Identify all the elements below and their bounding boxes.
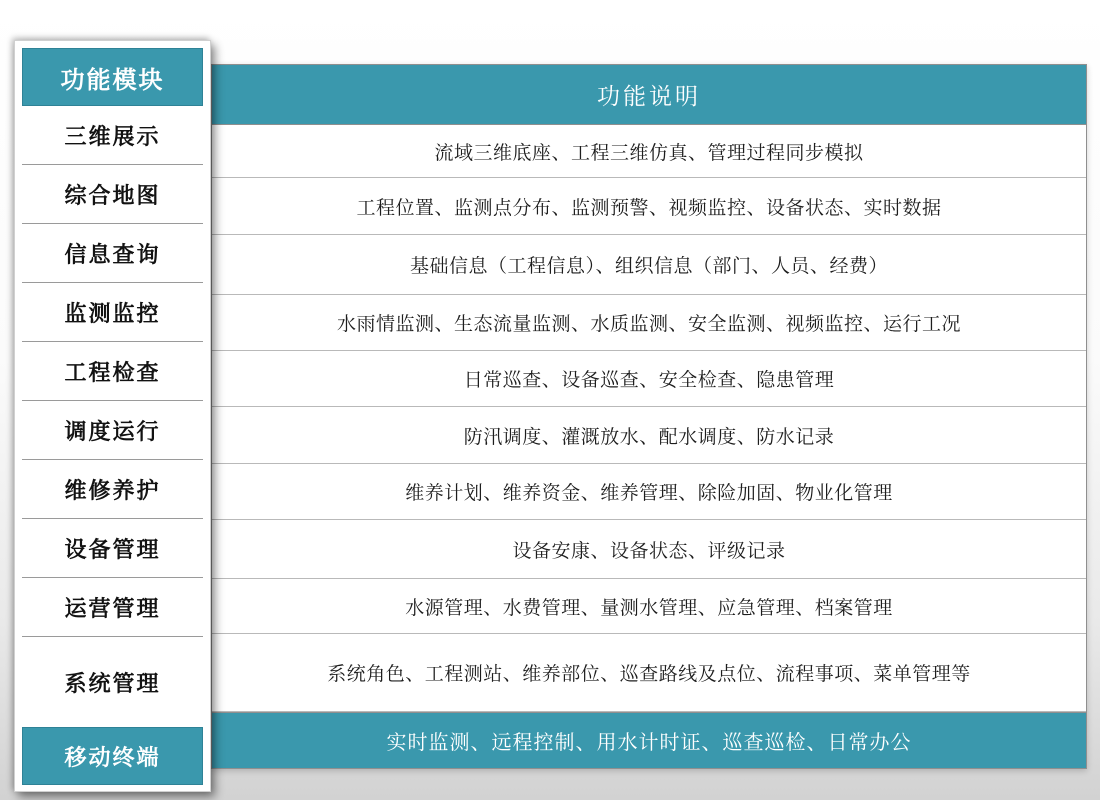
module-item-maintenance: 维修养护 [22,460,203,519]
module-footer-label: 移动终端 [64,745,161,771]
module-item-composite-map: 综合地图 [22,165,203,224]
module-card-header [22,48,203,106]
table-row [212,351,1086,407]
module-item-dispatch-operation: 调度运行 [22,401,203,460]
table-row [212,634,1086,712]
function-description-table [211,64,1087,769]
row-text: 水雨情监测、生态流量监测、水质监测、安全监测、视频监控、运行工况 [336,313,961,335]
module-item-equipment-management: 设备管理 [22,519,203,578]
row-text: 设备安康、设备状态、评级记录 [512,539,786,562]
table-footer-mobile-row [212,712,1086,768]
row-text: 工程位置、监测点分布、监测预警、视频监控、设备状态、实时数据 [356,196,942,219]
module-item-system-management: 系统管理 [64,671,161,697]
module-item-monitoring: 监测监控 [22,283,203,342]
module-item-info-query: 信息查询 [22,224,203,283]
row-text: 系统角色、工程测站、维养部位、巡查路线及点位、流程事项、菜单管理等 [327,663,971,685]
table-footer-label: 实时监测、远程控制、用水计时证、巡查巡检、日常办公 [386,730,912,754]
table-row [212,464,1086,520]
table-row [212,178,1086,235]
row-text: 流域三维底座、工程三维仿真、管理过程同步模拟 [434,141,864,164]
table-row [212,520,1086,579]
table-row [212,295,1086,351]
row-text: 维养计划、维养资金、维养管理、除险加固、物业化管理 [405,482,893,504]
function-module-card [14,40,211,792]
row-text: 水源管理、水费管理、量测水管理、应急管理、档案管理 [405,596,893,619]
table-header [212,65,1086,125]
module-item-operation-management: 运营管理 [22,578,203,637]
table-header-label: 功能说明 [597,84,701,110]
table-row [212,125,1086,178]
row-text: 基础信息（工程信息）、组织信息（部门、人员、经费） [409,255,888,277]
row-text: 日常巡查、设备巡查、安全检查、隐患管理 [463,369,835,391]
table-row [212,579,1086,634]
row-text: 防汛调度、灌溉放水、配水调度、防水记录 [463,425,835,448]
module-item-3d-display: 三维展示 [22,106,203,165]
table-row [212,407,1086,464]
module-header-label: 功能模块 [60,65,165,94]
module-footer-mobile-terminal [22,727,203,785]
table-row [212,235,1086,295]
module-item-project-inspection: 工程检查 [22,342,203,401]
